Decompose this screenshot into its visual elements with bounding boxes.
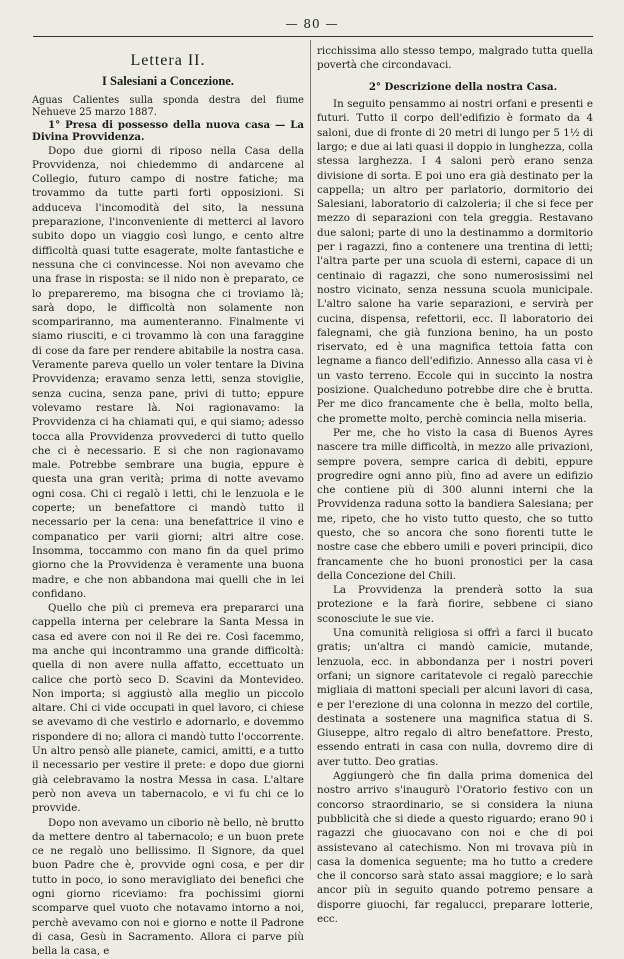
letter-title: Lettera II. xyxy=(130,52,206,69)
section-2-title: 2° Descrizione della nostra Casa. xyxy=(368,80,558,93)
left-paragraph-3: Dopo non avevamo un ciborio nè bello, nè brutto da mettere dentro al tabernacolo; e un buon prete ce ne regalò uno bellissimo. Il Signore, da quel buon Padre che è, provvide ogni cosa, e per dir tutto in poco, io sono meravigliato dei benefici che ogni giorno riceviamo: fra pochissimi giorni scomparve quel vuoto che notavamo intorno a noi, perchè avevamo con noi e giorno e notte il Padrone di casa, Gesù in Sacramento. Allora ci parve più bella la casa, e xyxy=(32,816,304,958)
page-number: — 80 — xyxy=(285,17,339,31)
column-divider xyxy=(310,40,311,870)
section-1-title: 1° Presa di possesso della nuova casa — La Divina Provvidenza. xyxy=(32,118,304,144)
left-column xyxy=(32,44,304,959)
left-paragraph-2: Quello che più ci premeva era prepararci una cappella interna per celebrare la Santa Messa in casa ed avere con noi il Re dei re. Così facemmo, ma anche qui incontrammo una grande difficoltà: quella di non avere nulla affatto, eccettuato un calice che portò seco D. Scavini da Montevideo. Non importa; si aggiustò alla meglio un piccolo altare. Chi ci vide occupati in quel lavoro, ci chiese se avevamo di che vestirlo e adornarlo, e dovemmo rispondere di no; allora ci mandò tutto l'occorrente. Un altro pensò alle pianete, camici, amitti, e a tutto il necessario per vestire il prete: e dopo due giorni già celebravamo la nostra Messa in casa. L'altare però non aveva un tabernacolo, e vi fu chi ce lo provvide. xyxy=(32,602,304,815)
right-column xyxy=(317,44,593,926)
right-paragraph-5: Una comunità religiosa si offrì a farci il bucato gratis; un'altra ci mandò camicie, mutande, lenzuola, ecc. in abbondanza per i nostri poveri orfani; un signore caritatevole ci regalò parecchie migliaia di mattoni speciali per alcuni lavori di casa, e per l'erezione di una colonna in mezzo del cortile, destinata a sostenere una magnifica statua di S. Giuseppe, altro regalo di altro benefattore. Presto, essendo entrati in casa con nulla, dovremo dire di aver tutto. Deo gratias. xyxy=(317,627,593,768)
left-paragraph-1: Dopo due giorni di riposo nella Casa della Provvidenza, noi chiedemmo di andarcene al Collegio, futuro campo di nostre fatiche; ma trovammo da tutte parti forti opposizioni. Si adduceva l'incomodità del sito, la nessuna preparazione, l'inconveniente di metterci al lavoro subito dopo un viaggio così lungo, e cento altre difficoltà quasi tutte esagerate, molte fantastiche e nessuna che ci convincesse. Noi non avevamo che una frase in risposta: se il nido non è preparato, ce lo prepareremo, ma bisogna che ci troviamo là; sarà dopo, le difficoltà non solamente non scompariranno, ma aumenteranno. Finalmente vi siamo riusciti, e ci trovammo là con una faraggine di cose da fare per rendere abitabile la nostra casa. Veramente pareva quello un voler tentare la Divina Provvidenza; eravamo senza letti, senza stoviglie, senza cucina, senza pane, privi di tutto; eppure volevamo restare là. Noi ragionavamo: la Provvidenza ci ha chiamati qui, e qui siamo; adesso tocca alla Provvidenza provvederci di tutto quello che ci è necessario. E si che non ragionavamo male. Potrebbe sembrare una bugia, eppure è questa una gran verità; prima di notte avevamo ogni cosa. Chi ci regalò i letti, chi le lenzuola e le coperte; un benefattore ci mandò tutto il necessario per la cena: una benefattrice il vino e companatico per varii giorni; altri altre cose. Insomma, toccammo con mano fin da quel primo giorno che la Provvidenza è veramente una buona madre, e che non abbandona mai quelli che in lei confidano. xyxy=(32,144,304,600)
header-rule xyxy=(33,36,593,37)
right-paragraph-6: Aggiungerò che fin dalla prima domenica del nostro arrivo s'inaugurò l'Oratorio festivo con un concorso straordinario, se si considera la niuna pubblicità che si diede a questo riguardo; erano 90 i ragazzi che giuocavano con noi e che di poi assistevano al catechismo. Non mi trovava più in casa la domenica seguente; ma ho tutto a credere che il concorso sarà stato assai maggiore; e lo sarà ancor più in seguito quando potremo pensare a disporre giuochi, far regalucci, preparare lotterie, ecc. xyxy=(317,770,593,926)
dateline: Aguas Calientes sulla sponda destra del fiume Nehueve 25 marzo 1887. xyxy=(32,94,304,118)
right-paragraph-3: Per me, che ho visto la casa di Buenos Ayres nascere tra mille difficoltà, in mezzo alle privazioni, sempre povera, sempre carica di debiti, eppure progredire ogni anno più, fino ad avere un edifizio che contiene più di 300 alunni interni che la Provvidenza raduna sotto la bandiera Salesiana; per me, ripeto, che ho visto tutto questo, che so tutto questo, che so ancora che sono fiorenti tutte le nostre case che ebbero umili e poveri principii, dico francamente che ho buoni pronostici per la casa della Concezione del Chili. xyxy=(317,426,593,582)
article-title: I Salesiani a Concezione. xyxy=(102,74,234,89)
right-paragraph-1: ricchissima allo stesso tempo, malgrado tutta quella povertà che circondavaci. xyxy=(317,45,593,72)
right-paragraph-4: La Provvidenza la prenderà sotto la sua protezione e la farà fiorire, sebbene ci siano sconosciute le sue vie. xyxy=(317,584,593,625)
right-paragraph-2: In seguito pensammo ai nostri orfani e presenti e futuri. Tutto il corpo dell'edifizio è formato da 4 saloni, due di fronte di 20 metri di lungo per 5 1½ di largo; e due ai lati quasi il doppio in lunghezza, colla stessa larghezza. I 4 saloni però erano senza divisione di sorta. E poi uno era già destinato per la cappella; un altro per parlatorio, dormitorio dei Salesiani, laboratorio di calzoleria; il che si fece per mezzo di separazioni con tela greggia. Restavano due saloni; parte di uno la destinammo a dormitorio per i ragazzi, fino a contenere una trentina di letti; l'altra parte per una scuola di esterni, capace di un centinaio di ragazzi, che sono numerosissimi nel nostro vicinato, senza nessuna scuola municipale. L'altro salone ha varie separazioni, e servirà per cucina, dispensa, refettorii, ecc. Il laboratorio dei falegnami, che già funziona benino, ha un posto riservato, ed è una magnifica tettoia fatta con legname a fianco dell'edifizio. Annesso alla casa vi è un vasto terreno. Eccole qui in succinto la nostra posizione. Qualcheduno potrebbe dire che è brutta. Per me dico francamente che è bella, molto bella, che promette molto, perchè comincia nella miseria. xyxy=(317,98,593,425)
